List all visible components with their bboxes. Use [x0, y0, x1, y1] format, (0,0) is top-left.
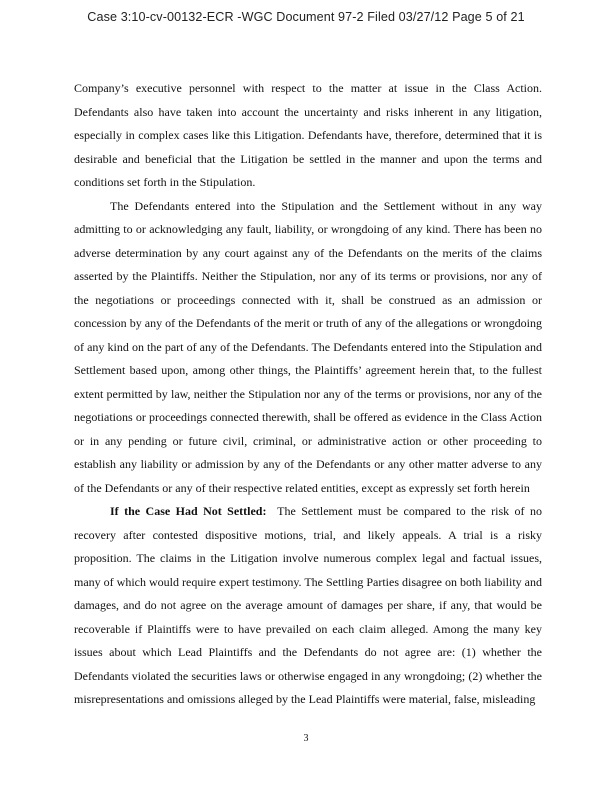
paragraph-if-not-settled [74, 500, 542, 712]
paragraph-text: The Settlement must be compared to the risk of no recovery after contested dispositive motions, trial, and likely appeals. A trial is a risky proposition. The claims in the Litigation involve numerous complex legal and factual issues, many of which would require expert testimony. The Settling Parties disagree on both liability and damages, and do not agree on the average amount of damages per share, if any, that would be recoverable if Plaintiffs were to have prevailed on each claim alleged. Among the many key issues about which Lead Plaintiffs and the Defendants do not agree are: (1) whether the Defendants violated the securities laws or otherwise engaged in any wrongdoing; (2) whether the misrepresentations and omissions alleged by the Lead Plaintiffs were material, false, misleading [74, 504, 542, 706]
paragraph-continuation: Company’s executive personnel with respect to the matter at issue in the Class Action. Defendants also have taken into account the uncertainty and risks inherent in any litigation, especially in complex cases like this Litigation. Defendants have, therefore, determined that it is desirable and beneficial that the Litigation be settled in the manner and upon the terms and conditions set forth in the Stipulation. [74, 81, 542, 189]
paragraph-no-admission: The Defendants entered into the Stipulation and the Settlement without in any way admitting to or acknowledging any fault, liability, or wrongdoing of any kind. There has been no adverse determination by any court against any of the Defendants on the merits of the claims asserted by the Plaintiffs. Neither the Stipulation, nor any of its terms or provisions, nor any of the negotiations or proceedings connected with it, shall be construed as an admission or concession by any of the Defendants of the merit or truth of any of the allegations or wrongdoing of any kind on the part of any of the Defendants. The Defendants entered into the Stipulation and Settlement based upon, among other things, the Plaintiffs’ agreement herein that, to the fullest extent permitted by law, neither the Stipulation nor any of the terms or provisions, nor any of the negotiations or proceedings connected therewith, shall be offered as evidence in the Class Action or in any pending or future civil, criminal, or administrative action or other proceeding to establish any liability or admission by any of the Defendants or any other matter adverse to any of the Defendants or any of their respective related entities, except as expressly set forth herein [74, 198, 542, 495]
page-number: 3 [303, 733, 309, 744]
run-in-heading: If the Case Had Not Settled: [110, 504, 267, 518]
court-filing-header: Case 3:10-cv-00132-ECR -WGC Document 97-2 Filed 03/27/12 Page 5 of 21 [87, 10, 525, 24]
document-body [74, 77, 542, 712]
